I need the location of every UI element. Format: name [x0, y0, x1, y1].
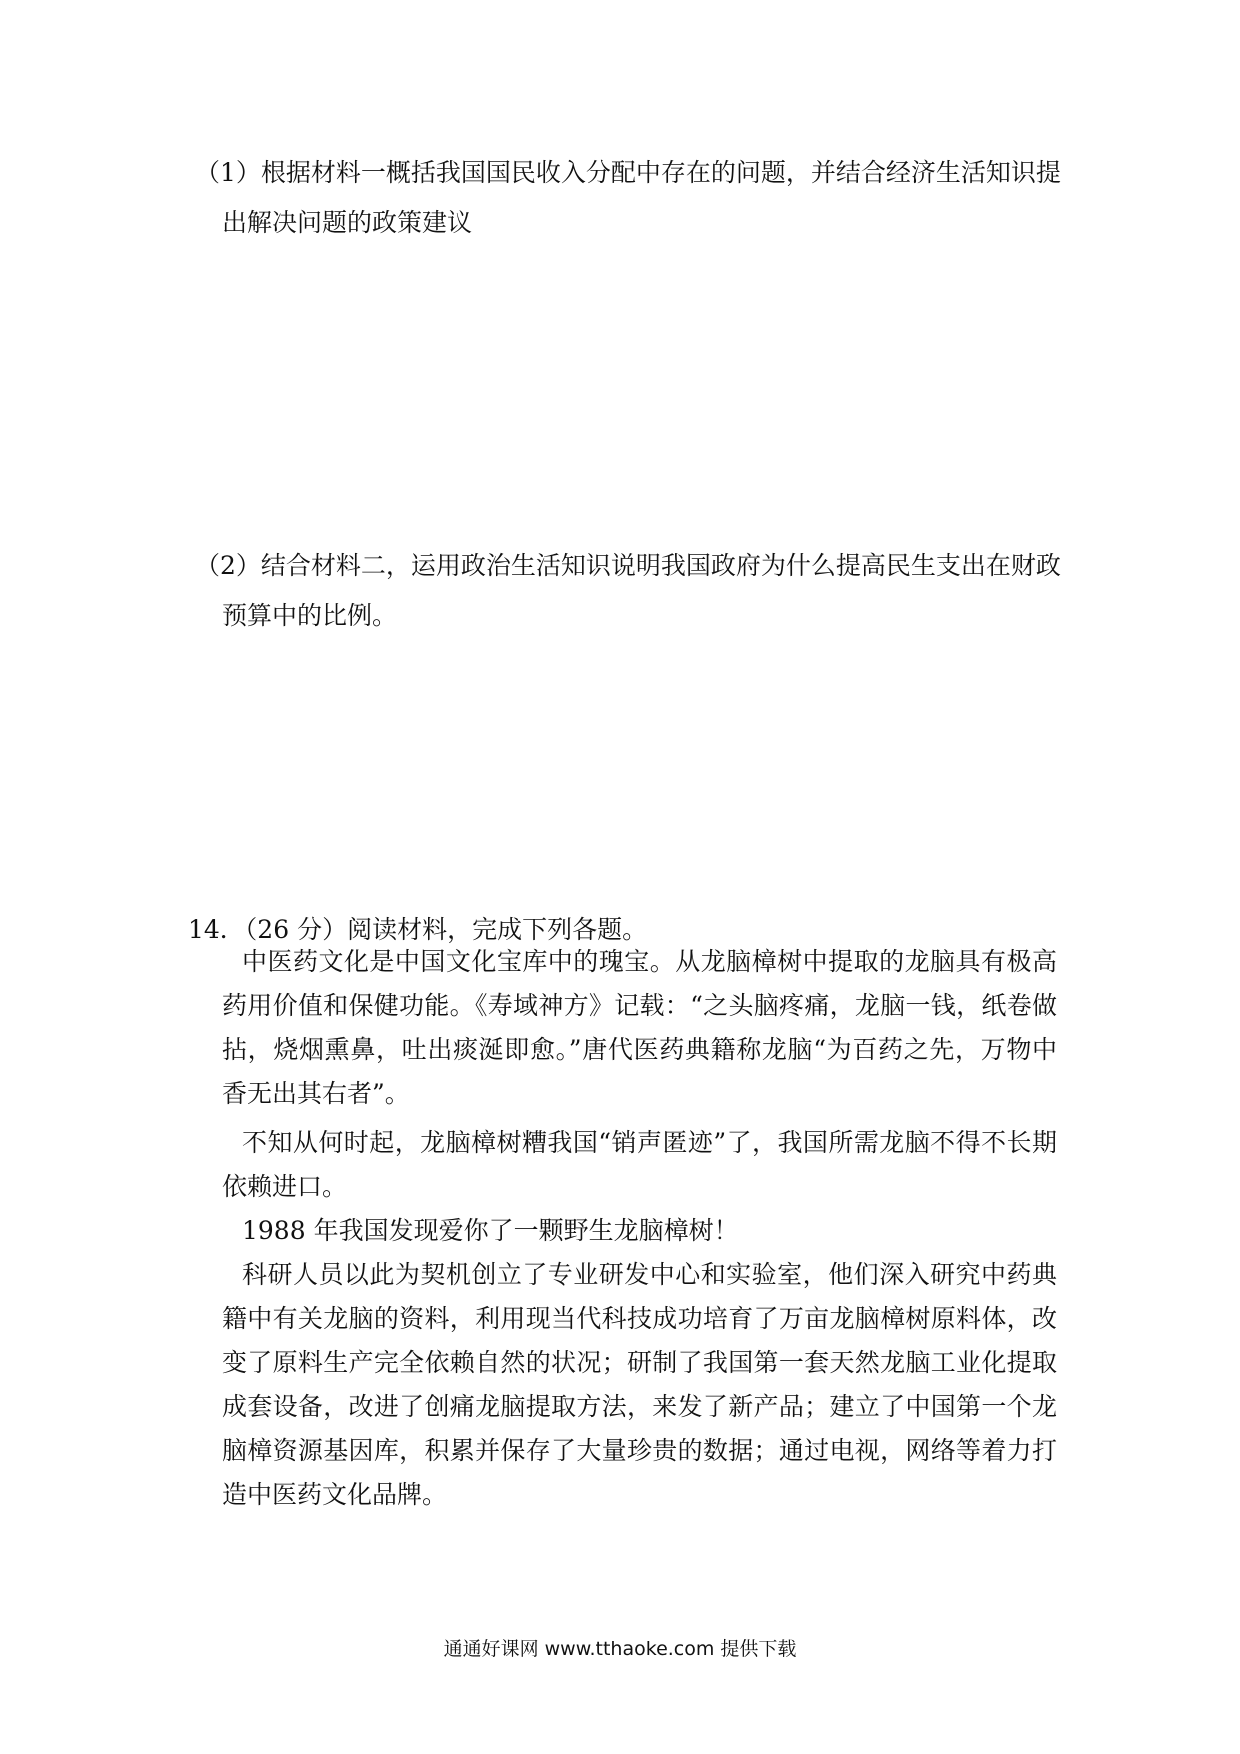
- material-paragraph-4: 科研人员以此为契机创立了专业研发中心和实验室，他们深入研究中药典籍中有关龙脑的资料，利用现当代科技成功培育了万亩龙脑樟树原料体，改变了原料生产完全依赖自然的状况；研制了我国第一套天然龙脑工业化提取成套设备，改进了创痛龙脑提取方法，来发了新产品；建立了中国第一个龙脑樟资源基因库，积累并保存了大量珍贵的数据；通过电视，网络等着力打造中医药文化品牌。: [222, 1260, 1057, 1509]
- question-1-line-1: （1）根据材料一概括我国国民收入分配中存在的问题，并结合经济生活知识提: [195, 158, 1061, 187]
- material-paragraph-1: 中医药文化是中国文化宝库中的瑰宝。从龙脑樟树中提取的龙脑具有极高药用价值和保健功能。《寿域神方》记载：“之头脑疼痛，龙脑一钱，纸卷做拈，烧烟熏鼻，吐出痰涎即愈。”唐代医药典籍称龙脑“为百药之先，万物中香无出其右者”。: [222, 947, 1057, 1108]
- question-2-line-1: （2）结合材料二，运用政治生活知识说明我国政府为什么提高民生支出在财政: [195, 551, 1061, 580]
- page-footer: 通通好课网 www.tthaoke.com 提供下载: [443, 1638, 797, 1660]
- question-1-line-2: 出解决问题的政策建议: [222, 208, 473, 237]
- question-2-line-2: 预算中的比例。: [222, 601, 398, 630]
- material-paragraph-3: 1988 年我国发现爱你了一颗野生龙脑樟树！: [242, 1216, 739, 1245]
- material-paragraph-2: 不知从何时起，龙脑樟树糟我国“销声匿迹”了，我国所需龙脑不得不长期依赖进口。: [222, 1128, 1057, 1201]
- question-14-header: 14．（26 分）阅读材料，完成下列各题。: [188, 915, 648, 944]
